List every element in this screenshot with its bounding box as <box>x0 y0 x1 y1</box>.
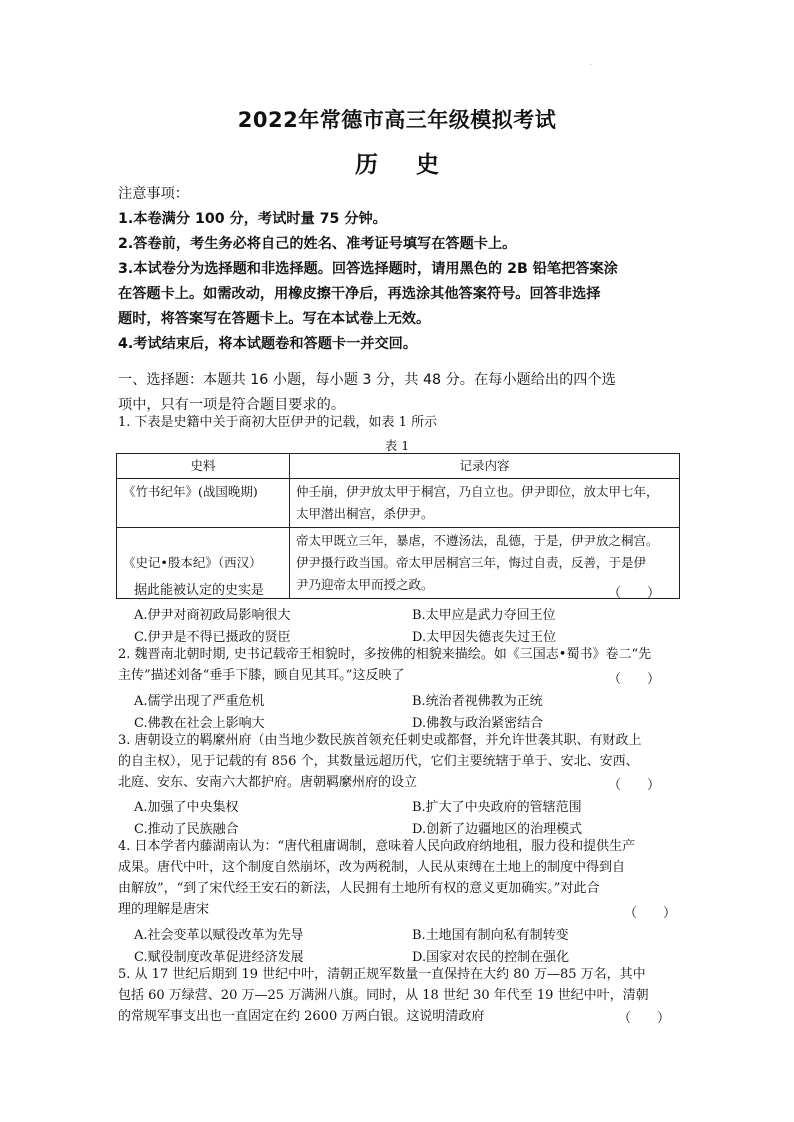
option-a: A.伊尹对商初政局影响很大 <box>134 608 291 623</box>
option-d: D.太甲因失德丧失过王位 <box>412 630 557 645</box>
notes-item: 2.答卷前，考生务必将自己的姓名、准考证号填写在答题卡上。 <box>118 236 517 252</box>
notes-item: 1.本卷满分 100 分，考试时量 75 分钟。 <box>118 211 387 227</box>
q2-line: 主传”描述刘备“垂手下膝，顾自见其耳。”这反映了 <box>118 668 405 683</box>
q4-line: 由解放”，“到了宋代经王安石的新法，人民拥有土地所有权的意义更加确实。”对此合 <box>118 881 600 896</box>
subject-title: 历史 <box>355 152 477 178</box>
notes-heading: 注意事项： <box>118 186 189 202</box>
q2-stem <box>118 644 678 686</box>
table-line: 太甲潜出桐宫，杀伊尹。 <box>296 506 434 521</box>
option-c: C.推动了民族融合 <box>134 822 239 837</box>
table-content <box>290 479 680 528</box>
option-c: C.伊尹是不得已摄政的贤臣 <box>134 630 291 645</box>
q1-tail: 据此能被认定的史实是 <box>134 583 265 598</box>
option-d: D.创新了边疆地区的治理模式 <box>412 822 583 837</box>
notes-item: 4.考试结束后，将本试题卷和答题卡一并交回。 <box>118 336 418 352</box>
q3-line: 3. 唐朝设立的羁縻州府（由当地少数民族首领充任刺史或都督，并允许世袭其职、有财政上 <box>118 733 642 748</box>
q5-line: 包括 60 万绿营、20 万—25 万满洲八旗。同时，从 18 世纪 30 年代至 19 世纪中叶，清朝 <box>118 988 649 1003</box>
q3-line: 的自主权），见于记载的有 856 个，其数量远超历代，它们主要统辖于单于、安北、安西、 <box>118 754 639 769</box>
table-row <box>117 479 680 528</box>
table-header-row <box>117 454 680 479</box>
option-c: C.佛教在社会上影响大 <box>134 716 265 731</box>
q3-stem <box>118 730 678 793</box>
q1-stem: 1. 下表是史籍中关于商初大臣伊尹的记载，如表 1 所示 <box>118 415 438 430</box>
q4-line: 成果。唐代中叶，这个制度自然崩坏，改为两税制，人民从束缚在土地上的制度中得到自 <box>118 860 626 875</box>
table-line: 帝太甲既立三年，暴虐，不遵汤法，乱德，于是，伊尹放之桐宫。 <box>296 533 659 548</box>
table-line: 尹乃迎帝太甲而授之政。 <box>296 577 434 592</box>
exam-title: 2022年常德市高三年级模拟考试 <box>237 108 557 132</box>
table-line: 伊尹摄行政当国。帝太甲居桐宫三年，悔过自责，反善，于是伊 <box>296 555 647 570</box>
q5-line: 的常规军事支出也一直固定在约 2600 万两白银。这说明清政府 <box>118 1009 485 1024</box>
q4-line: 理的理解是唐宋 <box>118 902 210 917</box>
notes-block <box>118 182 680 357</box>
notes-item: 3.本试卷分为选择题和非选择题。回答选择题时，请用黑色的 2B 铅笔把答案涂 <box>118 261 618 277</box>
q4-stem <box>118 836 678 920</box>
table-line: 仲壬崩，伊尹放太甲于桐宫，乃自立也。伊尹即位，放太甲七年， <box>296 484 659 499</box>
option-b: B.统治者视佛教为正统 <box>412 694 543 709</box>
table-header: 记录内容 <box>290 454 680 479</box>
q2-line: 2. 魏晋南北朝时期, 史书记载帝王相貌时，多按佛的相貌来描绘。如《三国志•蜀书》卷二“先 <box>118 647 652 662</box>
answer-paren: （ ） <box>608 778 661 793</box>
q4-line: 4. 日本学者内藤湖南认为：“唐代租庸调制，意味着人民向政府纳地租，服力役和提供生产 <box>118 839 636 854</box>
answer-paren: （ ） <box>608 672 661 687</box>
option-d: D.佛教与政治紧密结合 <box>412 716 544 731</box>
q3-line: 北庭、安东、安南六大都护府。唐朝羁縻州府的设立 <box>118 775 418 790</box>
answer-paren: （ ） <box>608 586 661 601</box>
section-line: 项中，只有一项是符合题目要求的。 <box>118 397 346 413</box>
option-a: A.儒学出现了严重危机 <box>134 694 265 709</box>
option-a: A.加强了中央集权 <box>134 800 239 815</box>
table-header: 史料 <box>117 454 290 479</box>
option-a: A.社会变革以赋役改革为先导 <box>134 928 304 943</box>
table-source: 《竹书纪年》(战国晚期) <box>117 479 290 528</box>
option-b: B.扩大了中央政府的管辖范围 <box>412 800 582 815</box>
section-line: 一、选择题：本题共 16 小题，每小题 3 分，共 48 分。在每小题给出的四个选 <box>118 372 616 388</box>
stray-dot: · <box>590 62 592 69</box>
notes-item: 在答题卡上。如需改动，用橡皮擦干净后，再选涂其他答案符号。回答非选择 <box>118 286 601 302</box>
answer-paren: （ ） <box>624 906 677 921</box>
option-b: B.土地国有制向私有制转变 <box>412 928 569 943</box>
option-c: C.赋役制度改革促进经济发展 <box>134 950 304 965</box>
answer-paren: （ ） <box>618 1011 671 1026</box>
source-table <box>116 453 680 599</box>
q5-line: 5. 从 17 世纪后期到 19 世纪中叶，清朝正规军数量一直保持在大约 80 万—85 万名，其中 <box>118 967 646 982</box>
notes-item: 题时，将答案写在答题卡上。写在本试卷上无效。 <box>118 311 431 327</box>
table-caption: 表 1 <box>384 438 410 453</box>
table-source: 《史记•殷本纪》（西汉） <box>117 528 290 599</box>
q5-stem <box>118 964 678 1027</box>
section-heading <box>118 368 678 418</box>
option-b: B.太甲应是武力夺回王位 <box>412 608 556 623</box>
option-d: D.国家对农民的控制在强化 <box>412 950 570 965</box>
